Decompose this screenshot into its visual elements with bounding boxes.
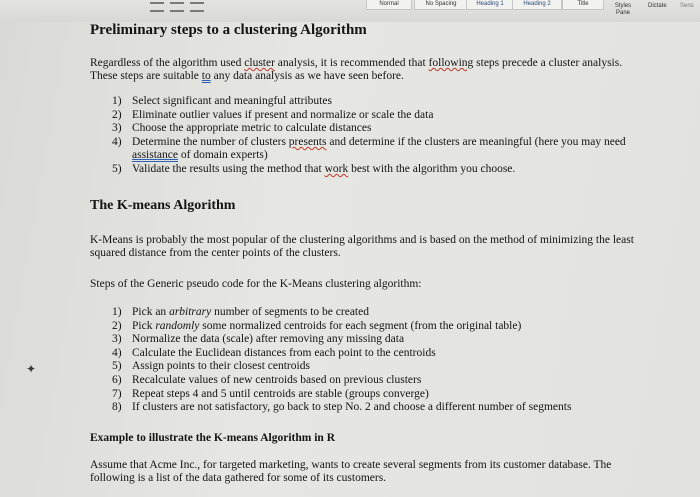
kmeans-steps-list bbox=[90, 306, 650, 415]
sensitivity-button[interactable]: Sens bbox=[680, 3, 694, 9]
list-item: 2) Pick randomly some normalized centroids for each segment (from the original table) bbox=[112, 319, 522, 332]
paragraph-tools bbox=[150, 2, 204, 12]
kmeans-heading: The K-means Algorithm bbox=[90, 198, 236, 213]
list-item: 4) Calculate the Euclidean distances from each point to the centroids bbox=[112, 346, 436, 359]
list-item: 1) Select significant and meaningful attributes bbox=[112, 95, 332, 107]
list-item: 8) If clusters are not satisfactory, go back to step No. 2 and choose a different number of segments bbox=[112, 401, 572, 414]
list-item: 5) Validate the results using the method that work best with the algorithm you choose. bbox=[112, 162, 516, 175]
style-normal[interactable]: Normal bbox=[366, 0, 412, 10]
list-item: 2) Eliminate outlier values if present and normalize or scale the data bbox=[112, 108, 434, 121]
list-item: 5) Assign points to their closest centroids bbox=[112, 360, 310, 373]
list-item: 1) Pick an arbitrary number of segments to be created bbox=[112, 306, 369, 318]
example-heading: Example to illustrate the K-means Algorithm in R bbox=[90, 432, 335, 444]
document-page[interactable] bbox=[0, 22, 700, 497]
style-heading-2[interactable]: Heading 2 bbox=[512, 0, 562, 10]
list-item: 3) Choose the appropriate metric to calculate distances bbox=[112, 122, 372, 135]
kmeans-intro-paragraph: K-Means is probably the most popular of the clustering algorithms and is based on the method of minimizing the least squared distance from the center points of the clusters. bbox=[90, 234, 634, 259]
list-item: 3) Normalize the data (scale) after removing any missing data bbox=[112, 333, 405, 346]
line-spacing-icon[interactable] bbox=[170, 2, 184, 12]
ribbon-toolbar bbox=[0, 0, 700, 23]
doc-title: Preliminary steps to a clustering Algorithm bbox=[90, 22, 367, 38]
intro-paragraph: Regardless of the algorithm used cluster analysis, it is recommended that following steps precede a cluster analysis. These steps are suitable to any data analysis as we have seen before. bbox=[90, 57, 623, 82]
example-paragraph: Assume that Acme Inc., for targeted marketing, wants to create several segments from its customer database. The following is a list of the data gathered for some of its customers. bbox=[90, 459, 612, 484]
dictate-button[interactable]: Dictate bbox=[648, 3, 667, 9]
list-item: 6) Recalculate values of new centroids based on previous clusters bbox=[112, 373, 422, 386]
style-title[interactable]: Title bbox=[562, 0, 604, 10]
list-item: 7) Repeat steps 4 and 5 until centroids are stable (groups converge) bbox=[112, 387, 429, 400]
pseudo-intro: Steps of the Generic pseudo code for the K-Means clustering algorithm: bbox=[90, 278, 422, 290]
styles-pane-button[interactable]: Styles Pane bbox=[614, 3, 632, 16]
align-icon[interactable] bbox=[150, 2, 164, 12]
style-no-spacing[interactable]: No Spacing bbox=[414, 0, 468, 10]
borders-icon[interactable] bbox=[190, 2, 204, 12]
list-item: 4) Determine the number of clusters presents and determine if the clusters are meaningful (here you may need assistance of domain experts) bbox=[112, 135, 626, 162]
style-heading-1[interactable]: Heading 1 bbox=[466, 0, 514, 10]
pointer-icon: ✦ bbox=[26, 362, 37, 376]
prelim-steps-list bbox=[90, 95, 650, 177]
